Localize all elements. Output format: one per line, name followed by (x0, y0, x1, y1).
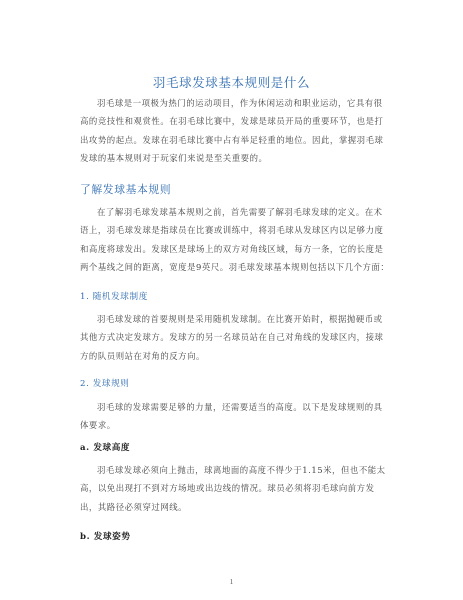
item2-text: 羽毛球的发球需要足够的力量，还需要适当的高度。以下是发球规则的具体要求。 (80, 402, 383, 431)
section-heading: 了解发球基本规则 (80, 183, 172, 196)
sub-a-text: 羽毛球发球必须向上抛击，球离地面的高度不得少于1.15米，但也不能太高，以免出现打不到对方场地或出边线的情况。球员必须将羽毛球向前方发出，其路径必须穿过网线。 (80, 465, 386, 512)
sub-a-heading: a. 发球高度 (80, 443, 131, 453)
section-text: 在了解羽毛球发球基本规则之前，首先需要了解羽毛球发球的定义。在术语上，羽毛球发球是指球员在比赛或训练中，将羽毛球从发球区内以足够力度和高度将球发出。发球区是球场上的双方对角线区域，每方一条，它的长度是两个基线之间的距离，宽度是9英尺。羽毛球发球基本规则包括以下几个方面： (80, 207, 390, 272)
section-paragraph (80, 203, 390, 276)
intro-paragraph (80, 94, 390, 167)
item2-paragraph (80, 398, 390, 435)
item1-heading: 1. 随机发球制度 (80, 292, 148, 302)
sub-a-paragraph (80, 461, 390, 516)
intro-text: 羽毛球是一项极为热门的运动项目，作为休闲运动和职业运动，它具有很高的竞技性和观赏性。在羽毛球比赛中，发球是球员开局的重要环节，也是打出攻势的起点。发球在羽毛球比赛中占有举足轻重的地位。因此，掌握羽毛球发球的基本规则对于玩家们来说是至关重要的。 (80, 98, 384, 163)
page-number: 1 (229, 578, 234, 586)
sub-b-heading: b. 发球姿势 (80, 532, 131, 542)
item2-heading: 2. 发球规则 (80, 379, 130, 389)
item1-text: 羽毛球发球的首要规则是采用随机发球制。在比赛开始时，根据抛硬币或其他方式决定发球方。发球方的另一名球员站在自己对角线的发球区内，接球方的队员则站在对角的反方向。 (80, 314, 384, 361)
document-title: 羽毛球发球基本规则是什么 (152, 75, 311, 90)
item1-paragraph (80, 310, 390, 365)
